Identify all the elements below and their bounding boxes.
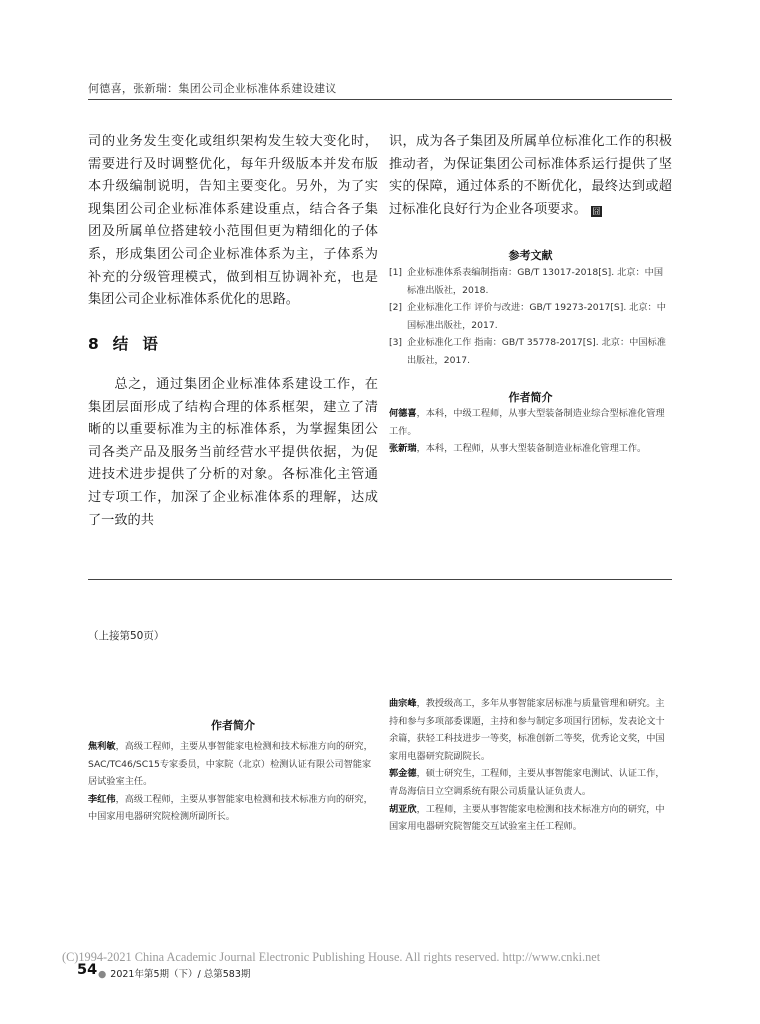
issue-info [98, 966, 250, 980]
left-column-paragraph-2 [88, 374, 378, 532]
section-title-char-1: 结 [112, 335, 129, 353]
paragraph-text [389, 131, 672, 221]
header-divider [88, 99, 672, 100]
page-number: 54 [77, 962, 98, 978]
author-bio-list [389, 405, 672, 458]
references-list [389, 264, 672, 370]
author-name: 何德喜 [389, 408, 417, 419]
left-column-paragraph-1 [88, 131, 378, 312]
paragraph-text-body: 识，成为各子集团及所属单位标准化工作的积极推动者，为保证集团公司标准体系运行提供了坚实的保障，通过体系的不断优化，最终达到或超过标准化良好行为企业各项要求。 [389, 134, 672, 217]
continued-right-authors [389, 695, 672, 836]
bullet-icon: ● [98, 969, 107, 980]
author-name: 张新瑞 [389, 443, 417, 455]
continued-author-heading: 作者简介 [211, 719, 255, 732]
reference-text: 企业标准体系表编制指南：GB/T 13017-2018[S]. 北京：中国标准出版社，2018. [407, 267, 664, 296]
author-description: ，高级工程师，主要从事智能家电检测和技术标准方向的研究，中国家用电器研究院检测所副所长。 [88, 793, 373, 823]
issue-text: 2021年第5期（下）/ 总第583期 [110, 969, 251, 980]
section-heading [88, 332, 158, 354]
author-bio [88, 791, 378, 826]
author-bio [389, 695, 672, 765]
author-bio [389, 405, 672, 440]
author-description: ，本科，中级工程师，从事大型装备制造业综合型标准化管理工作。 [389, 408, 665, 437]
section-number: 8 [88, 335, 99, 353]
author-name: 焦利敏 [88, 741, 116, 752]
author-name: 胡亚欣 [389, 803, 417, 815]
paragraph-text: 司的业务发生变化或组织架构发生较大变化时，需要进行及时调整优化，每年升级版本并发布版本升级编制说明，告知主要变化。另外，为了实现集团公司企业标准体系建设重点，结合各子集团及所属单位搭建较小范围但更为精细化的子体系，形成集团公司企业标准体系为主，子体系为补充的分级管理模式，做到相互协调补充，也是集团公司企业标准体系优化的思路。 [88, 134, 378, 308]
section-title-char-2: 语 [142, 335, 158, 353]
reference-item [389, 334, 672, 369]
reference-text: 企业标准化工作 评价与改进：GB/T 19273-2017[S]. 北京：中国标准出版社，2017. [407, 302, 666, 331]
author-bio [389, 440, 672, 458]
running-header: 何德喜，张新瑞：集团公司企业标准体系建设建议 [88, 82, 337, 95]
author-description: ，教授级高工，多年从事智能家居标准与质量管理和研究。主持和参与多项部委课题，主持和参与制定多项国行团标，发表论文十余篇，获轻工科技进步一等奖，标准创新二等奖，优秀论文奖，中国家用电器研究院副院长。 [389, 698, 665, 762]
reference-item [389, 299, 672, 334]
reference-item [389, 264, 672, 299]
author-description: ，工程师，主要从事智能家电检测和技术标准方向的研究，中国家用电器研究院智能交互试验室主任工程师。 [389, 803, 665, 833]
reference-text: 企业标准化工作 指南：GB/T 35778-2017[S]. 北京：中国标准出版社，2017. [407, 337, 666, 366]
author-bio [389, 801, 672, 836]
right-column-paragraph-1 [389, 131, 672, 221]
author-name: 李红伟 [88, 793, 116, 805]
author-description: ，本科，工程师，从事大型装备制造业标准化管理工作。 [416, 443, 647, 455]
author-description: ，高级工程师，主要从事智能家电检测和技术标准方向的研究，SAC/TC46/SC15专家委员，中家院（北京）检测认证有限公司智能家居试验室主任。 [88, 741, 373, 788]
copyright-watermark: (C)1994-2021 China Academic Journal Electronic Publishing House. All rights reserved. http://www.cnki.net [62, 950, 601, 964]
author-name: 曲宗峰 [389, 698, 417, 709]
reference-number: [2] [389, 302, 403, 314]
section-divider [88, 579, 672, 580]
references-heading: 参考文献 [508, 249, 553, 262]
author-name: 郭金德 [389, 768, 417, 780]
author-description: ，硕士研究生，工程师，主要从事智能家电测试、认证工作，青岛海信日立空调系统有限公司质量认证负责人。 [389, 768, 665, 797]
author-bio-heading: 作者简介 [508, 391, 553, 404]
continued-from-label: （上接第50页） [88, 630, 165, 642]
end-of-article-icon: 囧 [592, 206, 601, 216]
continued-left-authors [88, 738, 378, 826]
paragraph-text: 总之，通过集团企业标准体系建设工作，在集团层面形成了结构合理的体系框架，建立了清晰的以重要标准为主的标准体系，为掌握集团公司各类产品及服务当前经营水平提供依据，为促进技术进步提供了分析的对象。各标准化主管通过专项工作，加深了企业标准体系的理解，达成了一致的共 [88, 377, 378, 528]
reference-number: [1] [389, 267, 403, 278]
author-bio [88, 738, 378, 791]
reference-number: [3] [389, 337, 403, 349]
author-bio [389, 765, 672, 800]
